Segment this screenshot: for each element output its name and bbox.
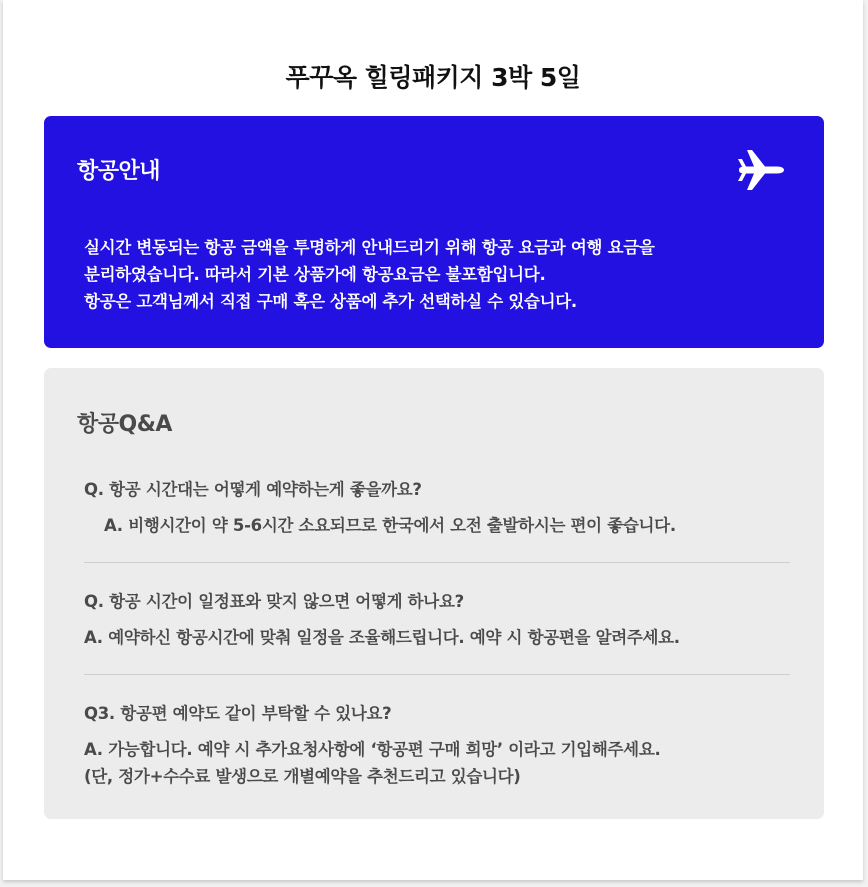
flight-qa-card [44,368,824,819]
qa-answer [84,512,790,539]
qa-answer-line: A. 예약하신 항공시간에 맞춰 일정을 조율해드립니다. 예약 시 항공편을 알려주세요. [84,628,680,647]
qa-question: Q. 항공 시간대는 어떻게 예약하는게 좋을까요? [84,480,422,499]
page-container [3,0,863,880]
flight-info-heading: 항공안내 [77,159,161,184]
flight-info-description [84,234,784,315]
flight-info-line: 분리하였습니다. 따라서 기본 상품가에 항공요금은 불포함입니다. [84,265,546,284]
flight-info-line: 실시간 변동되는 항공 금액을 투명하게 안내드리기 위해 항공 요금과 여행 요금을 [84,238,655,257]
qa-question: Q. 항공 시간이 일정표와 맞지 않으면 어떻게 하나요? [84,592,464,611]
page-title: 푸꾸옥 힐링패키지 3박 5일 [285,63,581,92]
qa-divider [84,562,790,563]
flight-info-line: 항공은 고객님께서 직접 구매 혹은 상품에 추가 선택하실 수 있습니다. [84,292,577,311]
qa-item [84,588,790,651]
qa-answer-line: A. 가능합니다. 예약 시 추가요청사항에 ‘항공편 구매 희망’ 이라고 기입해주세요. [84,740,661,759]
qa-answer [84,624,790,651]
qa-answer-line: (단, 정가+수수료 발생으로 개별예약을 추천드리고 있습니다) [84,767,521,786]
qa-answer [84,736,790,790]
qa-divider [84,674,790,675]
qa-answer-line: A. 비행시간이 약 5-6시간 소요되므로 한국에서 오전 출발하시는 편이 좋습니다. [104,516,676,535]
airplane-icon [737,148,785,192]
qa-item [84,700,790,790]
qa-question: Q3. 항공편 예약도 같이 부탁할 수 있나요? [84,704,392,723]
qa-heading: 항공Q&A [77,412,172,437]
flight-info-card [44,116,824,348]
qa-item [84,476,790,539]
